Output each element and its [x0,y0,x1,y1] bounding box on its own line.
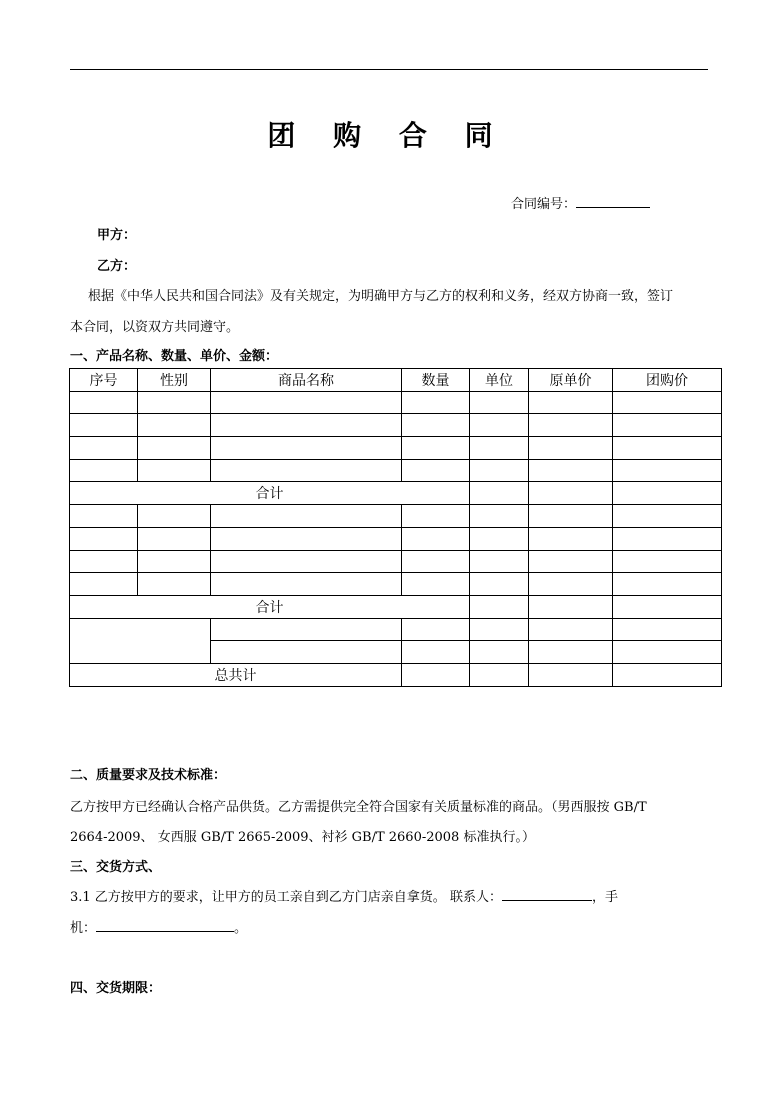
table-cell[interactable] [138,437,211,460]
table-cell[interactable] [470,459,529,482]
grand-total-row [70,663,722,686]
section-4-heading: 四、交货期限： [70,981,162,996]
table-cell[interactable] [211,641,402,664]
table-cell[interactable] [613,595,722,618]
table-cell[interactable] [402,437,470,460]
header-original-price: 原单价 [529,369,613,392]
table-row [70,527,722,550]
table-cell[interactable] [211,505,402,528]
table-cell[interactable] [402,573,470,596]
table-cell[interactable] [70,391,138,414]
header-index: 序号 [70,369,138,392]
table-row [70,414,722,437]
table-cell[interactable] [613,391,722,414]
table-cell[interactable] [470,595,529,618]
table-cell[interactable] [70,414,138,437]
header-unit: 单位 [470,369,529,392]
table-cell[interactable] [70,550,138,573]
table-row [70,618,722,641]
table-cell[interactable] [211,550,402,573]
header-group-price: 团购价 [613,369,722,392]
table-cell[interactable] [70,437,138,460]
table-cell[interactable] [70,573,138,596]
table-cell[interactable] [70,505,138,528]
table-cell[interactable] [470,527,529,550]
quality-line-1: 乙方按甲方已经确认合格产品供货。乙方需提供完全符合国家有关质量标准的商品。（男西服按 GB/T [70,800,647,815]
delivery-line-1 [70,886,618,905]
table-cell[interactable] [470,618,529,641]
table-cell[interactable] [138,459,211,482]
header-gender: 性别 [138,369,211,392]
table-cell[interactable] [613,573,722,596]
table-cell[interactable] [211,414,402,437]
table-row [70,505,722,528]
delivery-text-suffix: ，手 [591,890,618,905]
section-1-heading: 一、产品名称、数量、单价、金额： [70,349,279,364]
table-cell[interactable] [613,482,722,505]
table-cell[interactable] [470,391,529,414]
delivery-line-2 [70,917,247,936]
contract-number-blank[interactable] [576,195,650,208]
table-header-row [70,369,722,392]
table-cell[interactable] [211,573,402,596]
table-cell[interactable] [529,618,613,641]
table-cell[interactable] [613,527,722,550]
contact-person-blank[interactable] [502,888,592,901]
contract-number [511,193,650,212]
table-cell[interactable] [470,663,529,686]
table-cell[interactable] [402,618,470,641]
section-2-heading: 二、质量要求及技术标准： [70,768,227,783]
table-cell[interactable] [613,437,722,460]
table-cell[interactable] [529,437,613,460]
subtotal-row [70,482,722,505]
table-cell[interactable] [138,527,211,550]
intro-line-1: 根据《中华人民共和国合同法》及有关规定，为明确甲方与乙方的权利和义务，经双方协商一致，签订 [88,289,674,304]
table-cell[interactable] [211,437,402,460]
table-cell[interactable] [529,663,613,686]
quality-line-2: 2664-2009、 女西服 GB/T 2665-2009、衬衫 GB/T 2660-2008 标准执行。） [70,830,535,845]
subtotal-label: 合计 [70,482,470,505]
table-cell[interactable] [529,595,613,618]
table-cell[interactable] [470,641,529,664]
table-cell[interactable] [402,641,470,664]
table-cell[interactable] [529,527,613,550]
table-cell[interactable] [529,459,613,482]
table-cell[interactable] [529,505,613,528]
phone-suffix: 。 [234,921,248,936]
table-cell[interactable] [470,505,529,528]
header-product-name: 商品名称 [211,369,402,392]
table-cell[interactable] [529,482,613,505]
product-table [69,368,722,687]
table-cell[interactable] [211,527,402,550]
table-cell[interactable] [70,527,138,550]
table-row [70,550,722,573]
table-cell[interactable] [470,414,529,437]
table-cell[interactable] [470,437,529,460]
table-cell[interactable] [470,573,529,596]
phone-label: 机： [70,921,97,936]
delivery-text: 3.1 乙方按甲方的要求，让甲方的员工亲自到乙方门店亲自拿货。 联系人： [70,890,502,905]
table-cell[interactable] [529,414,613,437]
header-quantity: 数量 [402,369,470,392]
table-cell[interactable] [470,482,529,505]
table-cell[interactable] [402,391,470,414]
grand-total-label: 总共计 [70,663,402,686]
table-cell[interactable] [613,618,722,641]
table-cell[interactable] [402,414,470,437]
table-cell[interactable] [529,550,613,573]
table-cell[interactable] [138,391,211,414]
table-cell[interactable] [402,459,470,482]
phone-blank[interactable] [96,919,234,932]
table-cell[interactable] [613,663,722,686]
section-3-heading: 三、交货方式、 [70,860,162,875]
table-cell[interactable] [211,391,402,414]
table-cell[interactable] [613,459,722,482]
table-cell[interactable] [211,459,402,482]
header-rule [70,69,708,70]
contract-number-label: 合同编号： [511,197,577,212]
table-cell[interactable] [402,505,470,528]
table-cell[interactable] [70,459,138,482]
party-a-label: 甲方： [97,228,137,243]
table-cell[interactable] [529,641,613,664]
table-cell[interactable] [613,641,722,664]
table-row [70,437,722,460]
table-row [70,459,722,482]
table-cell[interactable] [402,663,470,686]
subtotal-row [70,595,722,618]
party-b-label: 乙方： [97,259,137,274]
table-cell[interactable] [529,391,613,414]
table-cell[interactable] [138,414,211,437]
table-cell[interactable] [138,505,211,528]
table-cell[interactable] [402,527,470,550]
table-cell[interactable] [138,550,211,573]
table-cell[interactable] [138,573,211,596]
table-cell[interactable] [529,573,613,596]
merged-cell[interactable] [70,618,211,663]
document-title: 团 购 合 同 [267,119,507,152]
table-cell[interactable] [470,550,529,573]
subtotal-label: 合计 [70,595,470,618]
table-cell[interactable] [613,505,722,528]
intro-line-2: 本合同，以资双方共同遵守。 [70,320,240,335]
table-row [70,391,722,414]
table-cell[interactable] [402,550,470,573]
table-row [70,573,722,596]
table-cell[interactable] [613,550,722,573]
table-cell[interactable] [613,414,722,437]
table-cell[interactable] [211,618,402,641]
